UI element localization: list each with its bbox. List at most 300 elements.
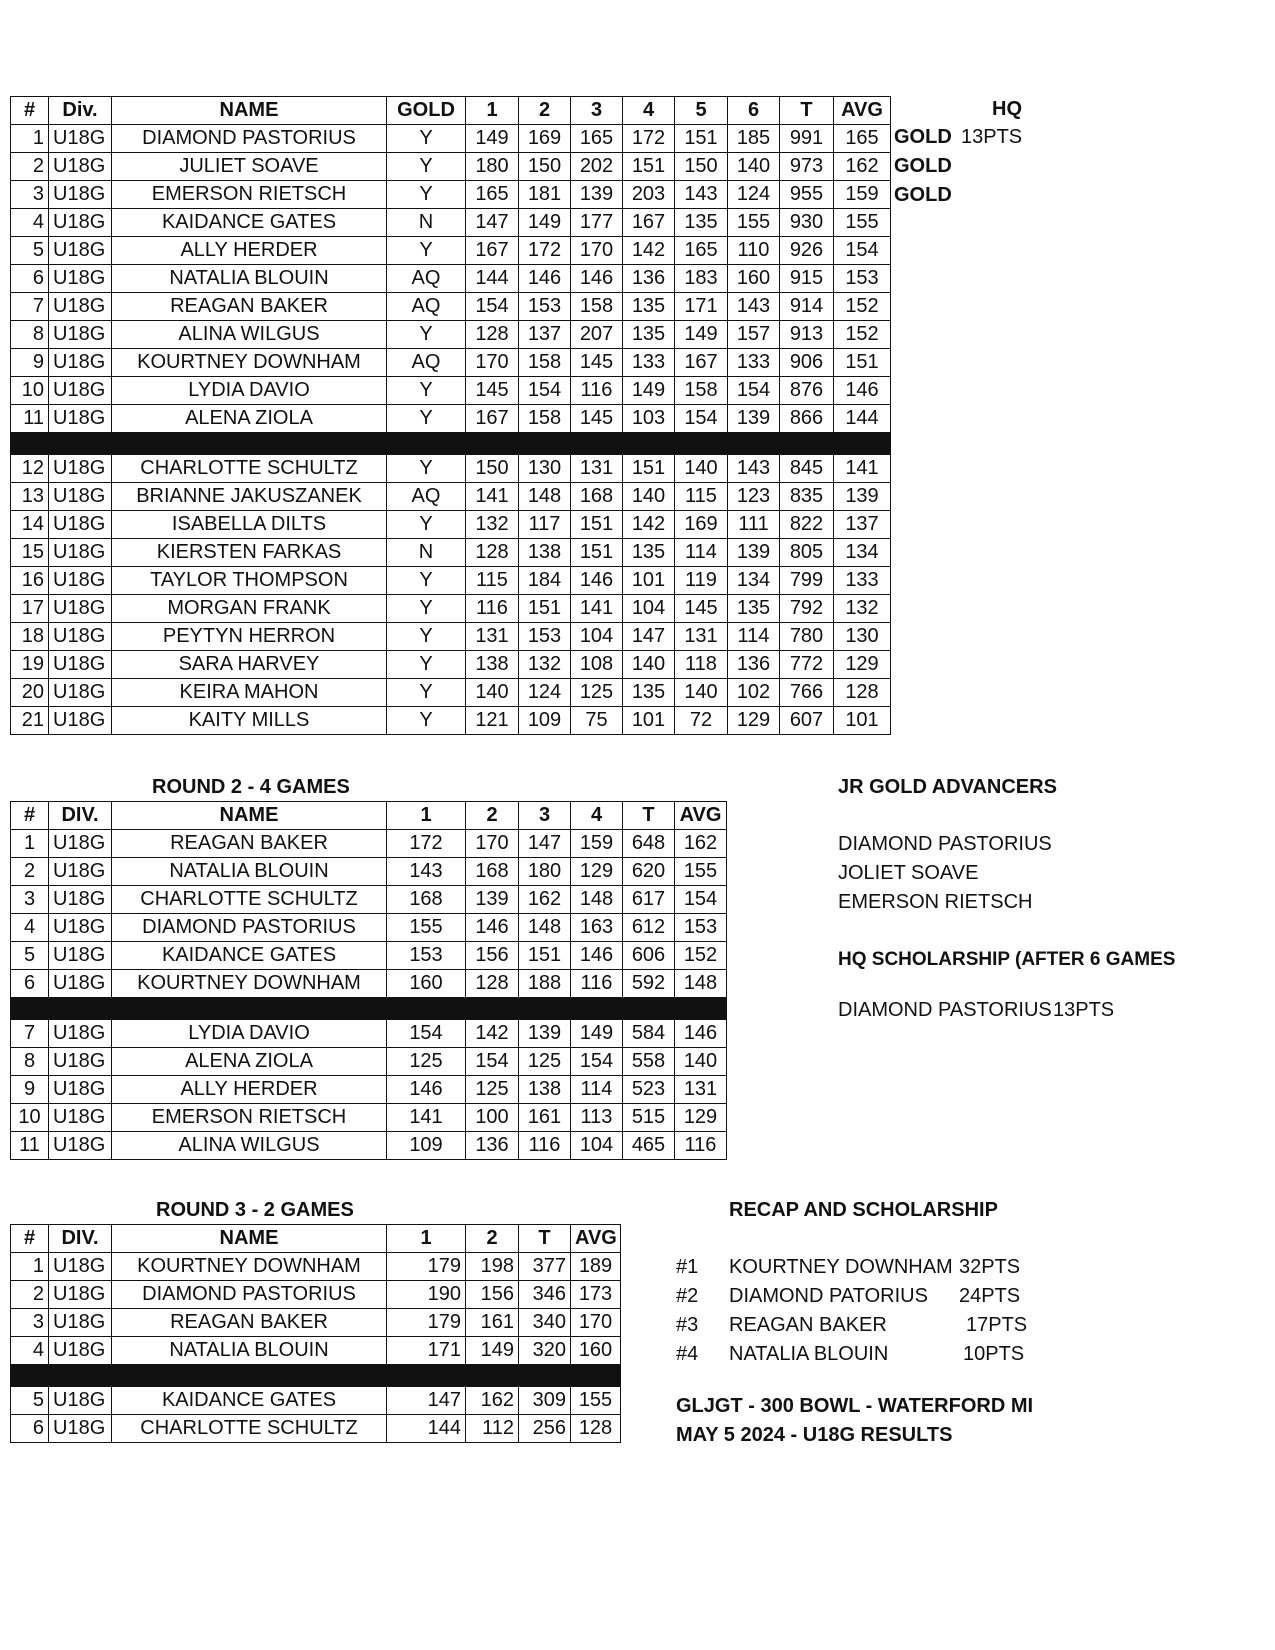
table-cell: 915 [780, 265, 834, 293]
table-cell: U18G [49, 539, 112, 567]
table-cell: EMERSON RIETSCH [112, 1104, 387, 1132]
table-cell: 152 [675, 942, 727, 970]
hq-header: HQ [992, 98, 1022, 120]
table-row [11, 265, 891, 293]
table-cell: 170 [466, 830, 519, 858]
round2-header-row [11, 802, 727, 830]
table-cell: KAIDANCE GATES [112, 942, 387, 970]
table-cell: CHARLOTTE SCHULTZ [112, 1415, 387, 1443]
table-cell: 124 [519, 679, 571, 707]
round3-title: ROUND 3 - 2 GAMES [156, 1199, 354, 1221]
table-cell: KIERSTEN FARKAS [112, 539, 387, 567]
table-cell: 162 [834, 153, 891, 181]
table-cell: 17 [11, 595, 49, 623]
table-cell: 118 [675, 651, 728, 679]
table-cell: 155 [675, 858, 727, 886]
footer-line-2: MAY 5 2024 - U18G RESULTS [676, 1424, 953, 1446]
table-cell: 136 [728, 651, 780, 679]
round2-header-cell: 2 [466, 802, 519, 830]
table-cell: U18G [49, 125, 112, 153]
table-cell: 147 [387, 1387, 466, 1415]
round3-header-cell: 2 [466, 1225, 519, 1253]
table-cell: 102 [728, 679, 780, 707]
table-cell: 141 [571, 595, 623, 623]
table-cell: 139 [728, 539, 780, 567]
table-cell: 145 [571, 349, 623, 377]
hq-scholarship-points: 13PTS [1053, 999, 1115, 1021]
table-cell: 523 [623, 1076, 675, 1104]
table-cell: NATALIA BLOUIN [112, 858, 387, 886]
table-cell: 154 [466, 1048, 519, 1076]
table-cell: 4 [11, 1337, 49, 1365]
round1-header-cell: NAME [112, 97, 387, 125]
table-cell: 180 [466, 153, 519, 181]
table-cell: U18G [49, 1020, 112, 1048]
table-cell: 340 [519, 1309, 571, 1337]
table-cell: REAGAN BAKER [112, 1309, 387, 1337]
table-cell: U18G [49, 1309, 112, 1337]
table-cell: 170 [466, 349, 519, 377]
table-cell: TAYLOR THOMPSON [112, 567, 387, 595]
table-cell: U18G [49, 595, 112, 623]
table-cell: 114 [571, 1076, 623, 1104]
table-cell: U18G [49, 567, 112, 595]
table-cell: 780 [780, 623, 834, 651]
table-row [11, 321, 891, 349]
table-row [11, 1020, 727, 1048]
table-cell: 103 [623, 405, 675, 433]
table-cell: Y [387, 707, 466, 735]
table-cell: 116 [519, 1132, 571, 1160]
table-cell: Y [387, 679, 466, 707]
table-cell: CHARLOTTE SCHULTZ [112, 886, 387, 914]
table-cell: 160 [728, 265, 780, 293]
table-cell: 154 [728, 377, 780, 405]
table-cell: 163 [571, 914, 623, 942]
table-cell: 170 [571, 1309, 621, 1337]
table-cell: 3 [11, 1309, 49, 1337]
table-cell: EMERSON RIETSCH [112, 181, 387, 209]
recap-name-2: DIAMOND PATORIUS [729, 1285, 928, 1307]
table-cell: 125 [519, 1048, 571, 1076]
separator-bar [11, 998, 727, 1020]
table-row [11, 125, 891, 153]
table-cell: 20 [11, 679, 49, 707]
round2-header-cell: 1 [387, 802, 466, 830]
table-cell: U18G [49, 1253, 112, 1281]
cut-line-separator [11, 998, 727, 1020]
table-row [11, 830, 727, 858]
table-row [11, 886, 727, 914]
table-cell: 607 [780, 707, 834, 735]
round3-header-cell: # [11, 1225, 49, 1253]
table-cell: 772 [780, 651, 834, 679]
table-cell: JULIET SOAVE [112, 153, 387, 181]
table-row [11, 707, 891, 735]
table-cell: 119 [675, 567, 728, 595]
table-cell: 75 [571, 707, 623, 735]
table-cell: 134 [728, 567, 780, 595]
table-cell: 167 [623, 209, 675, 237]
table-cell: 168 [571, 483, 623, 511]
table-cell: 114 [728, 623, 780, 651]
cut-line-separator [11, 433, 891, 455]
table-cell: 172 [387, 830, 466, 858]
table-cell: 168 [466, 858, 519, 886]
table-cell: 19 [11, 651, 49, 679]
round3-header-cell: NAME [112, 1225, 387, 1253]
table-cell: 128 [466, 321, 519, 349]
table-cell: 132 [519, 651, 571, 679]
table-row [11, 942, 727, 970]
table-cell: U18G [49, 1048, 112, 1076]
jr-gold-title: JR GOLD ADVANCERS [838, 776, 1057, 798]
table-cell: U18G [49, 1076, 112, 1104]
table-cell: 145 [675, 595, 728, 623]
table-cell: 6 [11, 265, 49, 293]
table-cell: 465 [623, 1132, 675, 1160]
table-cell: KOURTNEY DOWNHAM [112, 1253, 387, 1281]
table-cell: U18G [49, 679, 112, 707]
table-cell: 973 [780, 153, 834, 181]
table-cell: 128 [834, 679, 891, 707]
table-cell: LYDIA DAVIO [112, 377, 387, 405]
table-cell: 320 [519, 1337, 571, 1365]
recap-points-4: 10PTS [963, 1343, 1025, 1365]
table-cell: ALENA ZIOLA [112, 1048, 387, 1076]
table-cell: 15 [11, 539, 49, 567]
table-cell: 146 [571, 942, 623, 970]
table-cell: 5 [11, 237, 49, 265]
table-cell: 148 [675, 970, 727, 998]
table-cell: 141 [834, 455, 891, 483]
round2-header-cell: # [11, 802, 49, 830]
table-cell: 11 [11, 405, 49, 433]
table-cell: 141 [387, 1104, 466, 1132]
table-cell: 13 [11, 483, 49, 511]
table-row [11, 237, 891, 265]
table-cell: 173 [571, 1281, 621, 1309]
table-cell: 171 [675, 293, 728, 321]
table-cell: U18G [49, 265, 112, 293]
table-cell: U18G [49, 623, 112, 651]
table-cell: 136 [466, 1132, 519, 1160]
table-cell: 134 [834, 539, 891, 567]
table-cell: NATALIA BLOUIN [112, 1337, 387, 1365]
table-cell: 185 [728, 125, 780, 153]
table-cell: 188 [519, 970, 571, 998]
cut-line-separator [11, 1365, 621, 1387]
round3-header-cell: DIV. [49, 1225, 112, 1253]
table-cell: 151 [519, 942, 571, 970]
table-cell: 135 [623, 539, 675, 567]
table-cell: 158 [571, 293, 623, 321]
recap-rank-4: #4 [676, 1343, 699, 1365]
table-cell: U18G [49, 1104, 112, 1132]
round3-header-row [11, 1225, 621, 1253]
table-cell: U18G [49, 237, 112, 265]
table-cell: 128 [466, 970, 519, 998]
round2-header-cell: 3 [519, 802, 571, 830]
table-cell: 165 [571, 125, 623, 153]
table-cell: U18G [49, 651, 112, 679]
table-cell: 149 [466, 125, 519, 153]
table-cell: 165 [675, 237, 728, 265]
table-cell: 4 [11, 209, 49, 237]
table-cell: 117 [519, 511, 571, 539]
table-cell: 189 [571, 1253, 621, 1281]
table-cell: 149 [571, 1020, 623, 1048]
table-cell: 2 [11, 153, 49, 181]
table-cell: BRIANNE JAKUSZANEK [112, 483, 387, 511]
table-cell: 157 [728, 321, 780, 349]
round3-table [10, 1224, 621, 1443]
round1-header-cell: 5 [675, 97, 728, 125]
table-row [11, 293, 891, 321]
table-row [11, 209, 891, 237]
table-cell: KAITY MILLS [112, 707, 387, 735]
table-cell: 620 [623, 858, 675, 886]
table-cell: 160 [387, 970, 466, 998]
table-row [11, 914, 727, 942]
table-cell: 142 [466, 1020, 519, 1048]
round1-header-cell: 2 [519, 97, 571, 125]
table-cell: Y [387, 595, 466, 623]
table-row [11, 858, 727, 886]
table-cell: 116 [675, 1132, 727, 1160]
table-cell: 160 [571, 1337, 621, 1365]
table-cell: 648 [623, 830, 675, 858]
table-cell: 930 [780, 209, 834, 237]
table-cell: U18G [49, 511, 112, 539]
table-cell: Y [387, 153, 466, 181]
table-cell: U18G [49, 707, 112, 735]
table-cell: 165 [834, 125, 891, 153]
table-cell: 112 [466, 1415, 519, 1443]
hq-scholarship-title: HQ SCHOLARSHIP (AFTER 6 GAMES [838, 949, 1176, 970]
table-cell: 198 [466, 1253, 519, 1281]
table-cell: 108 [571, 651, 623, 679]
recap-points-1: 32PTS [959, 1256, 1021, 1278]
table-cell: 139 [571, 181, 623, 209]
table-cell: 139 [519, 1020, 571, 1048]
table-cell: 104 [571, 1132, 623, 1160]
table-cell: 147 [466, 209, 519, 237]
table-cell: 72 [675, 707, 728, 735]
table-cell: U18G [49, 914, 112, 942]
table-cell: 155 [834, 209, 891, 237]
table-cell: U18G [49, 886, 112, 914]
table-cell: U18G [49, 181, 112, 209]
table-cell: 144 [387, 1415, 466, 1443]
table-cell: N [387, 539, 466, 567]
table-cell: U18G [49, 349, 112, 377]
table-cell: U18G [49, 1415, 112, 1443]
table-cell: 799 [780, 567, 834, 595]
table-cell: 147 [519, 830, 571, 858]
table-cell: 12 [11, 455, 49, 483]
table-cell: 906 [780, 349, 834, 377]
table-cell: 8 [11, 321, 49, 349]
table-cell: 2 [11, 858, 49, 886]
table-cell: 151 [571, 539, 623, 567]
table-cell: 153 [387, 942, 466, 970]
round2-header-cell: NAME [112, 802, 387, 830]
table-cell: 149 [623, 377, 675, 405]
table-row [11, 970, 727, 998]
round2-header-cell: AVG [675, 802, 727, 830]
table-cell: 141 [466, 483, 519, 511]
table-row [11, 1415, 621, 1443]
table-cell: 130 [834, 623, 891, 651]
recap-points-2: 24PTS [959, 1285, 1021, 1307]
table-cell: 9 [11, 349, 49, 377]
table-cell: U18G [49, 1281, 112, 1309]
table-cell: Y [387, 181, 466, 209]
round1-header [11, 97, 891, 125]
table-cell: 135 [675, 209, 728, 237]
round1-header-cell: T [780, 97, 834, 125]
recap-name-4: NATALIA BLOUIN [729, 1343, 889, 1365]
table-cell: DIAMOND PASTORIUS [112, 125, 387, 153]
table-cell: ISABELLA DILTS [112, 511, 387, 539]
table-cell: 145 [466, 377, 519, 405]
table-cell: 140 [623, 483, 675, 511]
table-cell: 991 [780, 125, 834, 153]
table-cell: 101 [623, 567, 675, 595]
table-cell: 101 [834, 707, 891, 735]
round3-header-cell: AVG [571, 1225, 621, 1253]
table-cell: ALLY HERDER [112, 1076, 387, 1104]
table-cell: U18G [49, 1387, 112, 1415]
table-cell: 155 [571, 1387, 621, 1415]
round1-header-cell: 3 [571, 97, 623, 125]
table-cell: SARA HARVEY [112, 651, 387, 679]
table-cell: 161 [466, 1309, 519, 1337]
table-cell: 137 [834, 511, 891, 539]
table-cell: 146 [466, 914, 519, 942]
table-cell: ALENA ZIOLA [112, 405, 387, 433]
table-cell: 6 [11, 970, 49, 998]
table-cell: 155 [387, 914, 466, 942]
table-cell: 161 [519, 1104, 571, 1132]
table-cell: 10 [11, 1104, 49, 1132]
table-cell: KAIDANCE GATES [112, 209, 387, 237]
table-cell: 158 [519, 405, 571, 433]
table-cell: 113 [571, 1104, 623, 1132]
separator-bar [11, 433, 891, 455]
table-cell: 3 [11, 181, 49, 209]
table-row [11, 1104, 727, 1132]
round2-table [10, 801, 727, 1160]
table-cell: 207 [571, 321, 623, 349]
table-cell: 792 [780, 595, 834, 623]
table-cell: 377 [519, 1253, 571, 1281]
table-cell: 154 [571, 1048, 623, 1076]
table-cell: 926 [780, 237, 834, 265]
table-cell: 612 [623, 914, 675, 942]
table-cell: 109 [387, 1132, 466, 1160]
table-cell: 156 [466, 1281, 519, 1309]
table-row [11, 511, 891, 539]
table-cell: U18G [49, 942, 112, 970]
table-cell: 101 [623, 707, 675, 735]
table-cell: 14 [11, 511, 49, 539]
table-cell: 16 [11, 567, 49, 595]
table-cell: 151 [519, 595, 571, 623]
table-cell: 142 [623, 237, 675, 265]
jr-gold-name-3: EMERSON RIETSCH [838, 891, 1033, 913]
table-cell: 167 [466, 237, 519, 265]
gold-note-2: GOLD [894, 155, 952, 177]
table-cell: 309 [519, 1387, 571, 1415]
table-cell: 133 [834, 567, 891, 595]
table-cell: 154 [834, 237, 891, 265]
table-cell: AQ [387, 349, 466, 377]
table-cell: 2 [11, 1281, 49, 1309]
table-row [11, 455, 891, 483]
table-cell: 140 [623, 651, 675, 679]
table-cell: 177 [571, 209, 623, 237]
table-cell: 150 [519, 153, 571, 181]
table-cell: REAGAN BAKER [112, 830, 387, 858]
table-cell: 256 [519, 1415, 571, 1443]
table-cell: 7 [11, 293, 49, 321]
table-cell: 100 [466, 1104, 519, 1132]
table-cell: ALLY HERDER [112, 237, 387, 265]
round1-header-cell: # [11, 97, 49, 125]
hq-scholarship-name: DIAMOND PASTORIUS [838, 999, 1052, 1021]
table-cell: 116 [571, 970, 623, 998]
table-cell: 18 [11, 623, 49, 651]
table-cell: 617 [623, 886, 675, 914]
table-cell: U18G [49, 153, 112, 181]
round1-header-cell: 1 [466, 97, 519, 125]
table-cell: 110 [728, 237, 780, 265]
table-cell: DIAMOND PASTORIUS [112, 1281, 387, 1309]
table-cell: 135 [623, 293, 675, 321]
table-cell: 116 [571, 377, 623, 405]
table-row [11, 377, 891, 405]
table-cell: 138 [519, 539, 571, 567]
table-cell: 114 [675, 539, 728, 567]
table-row [11, 1309, 621, 1337]
gold-note-1: GOLD [894, 126, 952, 148]
table-cell: 111 [728, 511, 780, 539]
table-cell: 148 [519, 914, 571, 942]
table-cell: 130 [519, 455, 571, 483]
table-cell: 132 [834, 595, 891, 623]
table-row [11, 153, 891, 181]
table-cell: Y [387, 651, 466, 679]
recap-points-3: 17PTS [966, 1314, 1028, 1336]
table-cell: ALINA WILGUS [112, 1132, 387, 1160]
table-cell: 606 [623, 942, 675, 970]
table-cell: 167 [675, 349, 728, 377]
table-cell: 104 [623, 595, 675, 623]
table-row [11, 567, 891, 595]
table-cell: 133 [728, 349, 780, 377]
table-row [11, 1253, 621, 1281]
table-cell: 115 [466, 567, 519, 595]
table-row [11, 595, 891, 623]
gold-note-3: GOLD [894, 184, 952, 206]
hq-points: 13PTS [961, 126, 1023, 148]
table-cell: 913 [780, 321, 834, 349]
table-cell: 153 [675, 914, 727, 942]
table-cell: PEYTYN HERRON [112, 623, 387, 651]
table-cell: REAGAN BAKER [112, 293, 387, 321]
